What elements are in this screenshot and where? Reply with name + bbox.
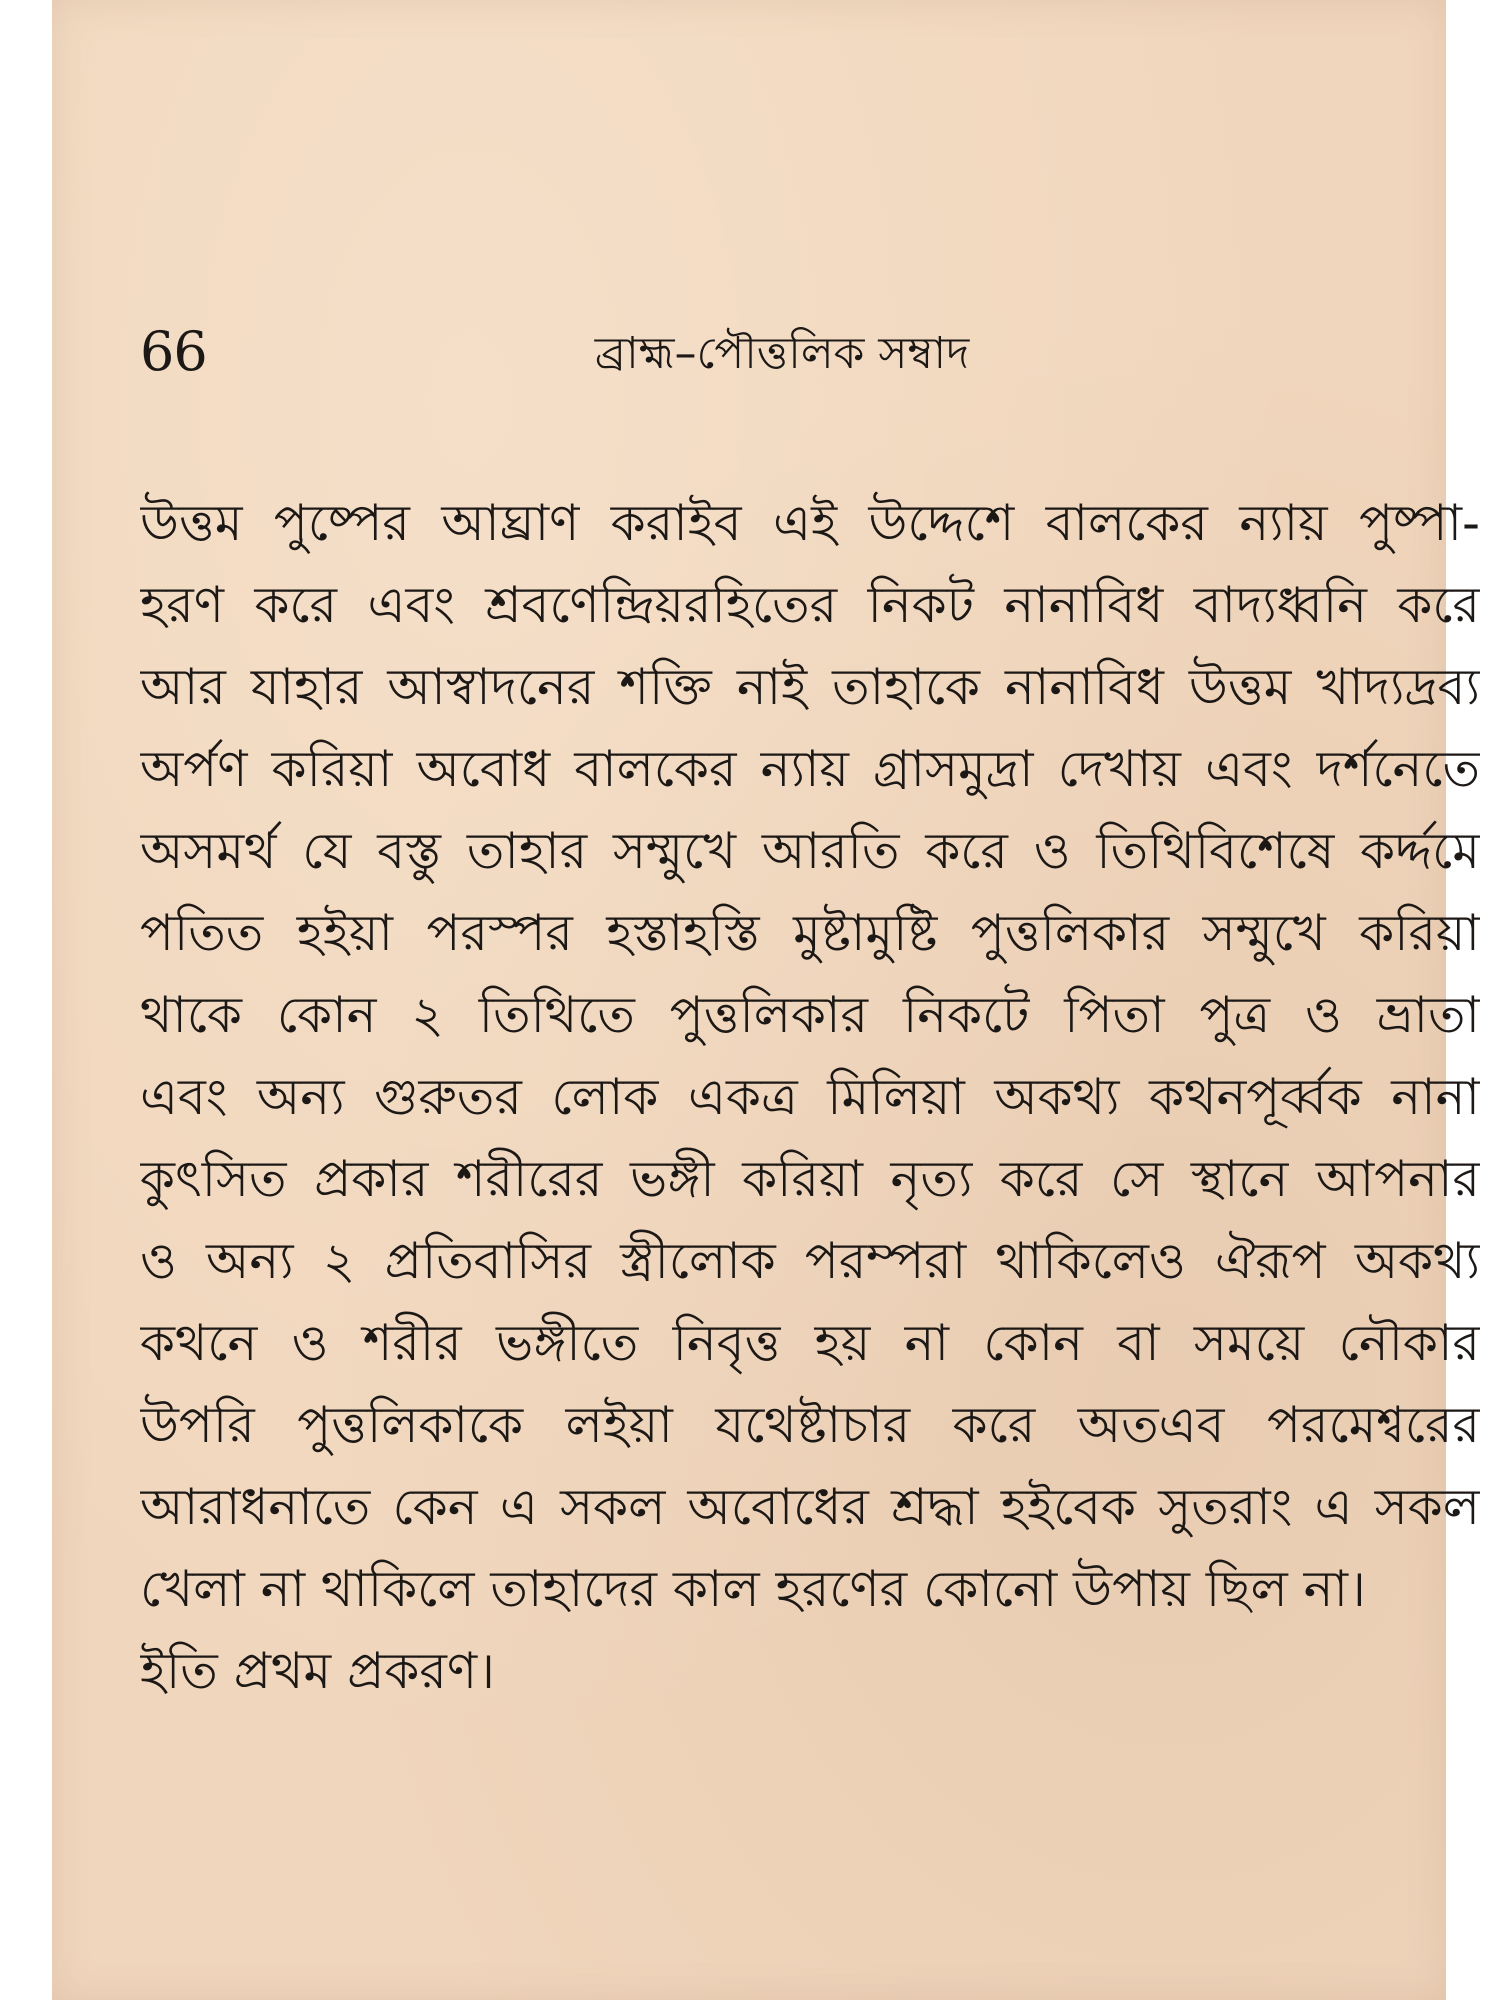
page-number: 66 [140, 320, 207, 383]
text-line: কথনে ও শরীর ভঙ্গীতে নিবৃত্ত হয় না কোন বা সময়ে নৌকার [140, 1314, 1480, 1372]
running-head: ব্রাহ্ম–পৌত্তলিক সম্বাদ [594, 328, 970, 379]
text-line: আর যাহার আস্বাদনের শক্তি নাই তাহাকে নানাবিধ উত্তম খাদ্যদ্রব্য [140, 658, 1480, 716]
text-line: আরাধনাতে কেন এ সকল অবোধের শ্রদ্ধা হইবেক সুতরাং এ সকল [140, 1478, 1480, 1536]
text-line: খেলা না থাকিলে তাহাদের কাল হরণের কোনো উপায় ছিল না। [140, 1560, 1366, 1618]
body-text [140, 482, 1480, 1712]
text-line: অর্পণ করিয়া অবোধ বালকের ন্যায় গ্রাসমুদ্রা দেখায় এবং দর্শনেতে [140, 740, 1480, 798]
text-line: উত্তম পুষ্পের আঘ্রাণ করাইব এই উদ্দেশে বালকের ন্যায় পুষ্পা- [140, 494, 1480, 552]
text-line: অসমর্থ যে বস্তু তাহার সম্মুখে আরতি করে ও তিথিবিশেষে কর্দ্দমে [140, 822, 1480, 880]
book-page [52, 0, 1480, 2000]
section-end-line: ইতি প্রথম প্রকরণ। [140, 1642, 495, 1700]
text-line: কুৎসিত প্রকার শরীরের ভঙ্গী করিয়া নৃত্য করে সে স্থানে আপনার [140, 1150, 1480, 1208]
text-line: ও অন্য ২ প্রতিবাসির স্ত্রীলোক পরম্পরা থাকিলেও ঐরূপ অকথ্য [140, 1232, 1480, 1290]
text-line: পতিত হইয়া পরস্পর হস্তাহস্তি মুষ্টামুষ্টি পুত্তলিকার সম্মুখে করিয়া [140, 904, 1480, 962]
text-line: এবং অন্য গুরুতর লোক একত্র মিলিয়া অকথ্য কথনপূর্ব্বক নানা [140, 1068, 1480, 1126]
text-line: থাকে কোন ২ তিথিতে পুত্তলিকার নিকটে পিতা পুত্র ও ভ্রাতা [140, 986, 1480, 1044]
text-line: উপরি পুত্তলিকাকে লইয়া যথেষ্টাচার করে অতএব পরমেশ্বরের [140, 1396, 1480, 1454]
text-line: হরণ করে এবং শ্রবণেন্দ্রিয়রহিতের নিকট নানাবিধ বাদ্যধ্বনি করে [140, 576, 1480, 634]
